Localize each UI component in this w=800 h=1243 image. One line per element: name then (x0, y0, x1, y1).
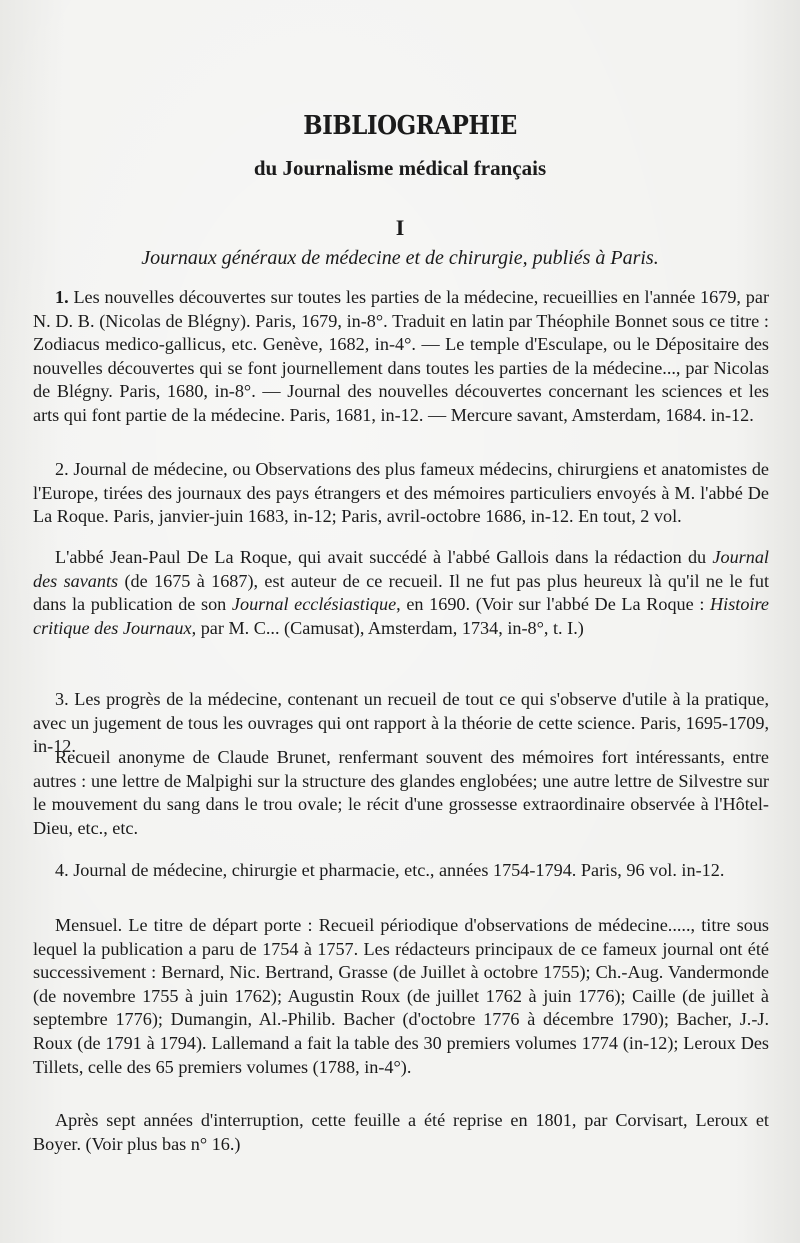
note-text: Après sept années d'interruption, cette feuille a été reprise en 1801, par Corvisart, Leroux et Boyer. (Voir plus bas n° 16.) (33, 1110, 769, 1154)
page-subtitle: du Journalisme médical français (253, 156, 547, 180)
note-text: Recueil anonyme de Claude Brunet, renfermant souvent des mémoires fort intéressants, entre autres : une lettre de Malpighi sur la structure des glandes englobées; une autre lettre de Silvestre sur le mouvement du sang dans le trou ovale; le récit d'une grossesse extraordinaire observée à l'Hôtel-Dieu, etc., etc. (33, 747, 769, 838)
note-entry-4-continued (33, 1109, 769, 1156)
note-text: (de 1675 à 1687), est auteur de ce recueil. Il ne fut pas plus heureux là qu'il ne le fut dans la publication de son (33, 570, 770, 615)
note-entry-3 (33, 746, 769, 840)
journal-title-italic: Journal des savants (33, 547, 769, 591)
note-text: Mensuel. Le titre de départ porte : Recueil périodique d'observations de médecine....., titre sous lequel la publication a paru de 1754 à 1757. Les rédacteurs principaux de ce fameux journal ont été successivement : Bernard, Nic. Bertrand, Grasse (de Juillet à octobre 1755); Ch.-Aug. Vandermonde (de novembre 1755 à juin 1762); Augustin Roux (de juillet 1762 à juin 1776); Caille (de juillet à septembre 1776); Dumangin, Al.-Philib. Bacher (d'octobre 1776 à décembre 1790); Bacher, J.-J. Roux (de 1791 à 1794). Lallemand a fait la table des 30 premiers volumes 1774 (in-12); Leroux Des Tillets, celle des 65 premiers volumes (1788, in-4°). (33, 915, 769, 1077)
entry-number: 1. (55, 287, 69, 307)
note-text: L'abbé Jean-Paul De La Roque, qui avait succédé à l'abbé Gallois dans la rédaction du (55, 547, 713, 567)
entry-number: 4. (55, 860, 69, 880)
entry-2 (33, 458, 769, 529)
entry-text: Journal de médecine, ou Observations des plus fameux médecins, chirurgiens et anatomistes de l'Europe, tirées des journaux des pays étrangers et des mémoires particuliers envoyés à M. l'abbé De La Roque. Paris, janvier-juin 1683, in-12; Paris, avril-octobre 1686, in-12. En tout, 2 vol. (33, 459, 769, 527)
entry-4 (33, 859, 769, 883)
entry-text: Les nouvelles découvertes sur toutes les parties de la médecine, recueillies en l'année 1679, par N. D. B. (Nicolas de Blégny). Paris, 1679, in-8°. Traduit en latin par Théophile Bonnet sous ce titre : Zodiacus medico-gallicus, etc. Genève, 1682, in-4°. — Le temple d'Esculape, ou le Dépositaire des nouvelles découvertes qui se font journellement dans toutes les parties de la médecine..., par Nicolas de Blégny. Paris, 1680, in-8°. — Journal des nouvelles découvertes concernant les sciences et les arts qui font partie de la médecine. Paris, 1681, in-12. — Mercure savant, Amsterdam, 1684. in-12. (33, 287, 769, 425)
journal-title-italic: Journal ecclésiastique (231, 594, 397, 615)
entry-number: 3. (55, 689, 69, 709)
note-text: , par M. C... (Camusat), Amsterdam, 1734, in-8°, t. I.) (191, 617, 584, 638)
note-entry-2 (33, 546, 769, 640)
entry-text: Journal de médecine, chirurgie et pharmacie, etc., années 1754-1794. Paris, 96 vol. in-12. (73, 860, 725, 880)
section-heading: Journaux généraux de médecine et de chirurgie, publiés à Paris. (141, 247, 659, 269)
entry-1 (33, 286, 769, 428)
page-title: BIBLIOGRAPHIE (303, 111, 517, 141)
note-text: , en 1690. (Voir sur l'abbé De La Roque : (396, 594, 711, 615)
book-title-italic: Histoire critique des Journaux (33, 594, 769, 638)
section-number: I (395, 215, 405, 240)
entry-number: 2. (55, 459, 69, 479)
entry-text: Les progrès de la médecine, contenant un recueil de tout ce qui s'observe d'utile à la pratique, avec un jugement de tous les ouvrages qui ont rapport à la théorie de cette science. Paris, 1695-1709, in-12. (33, 689, 769, 757)
note-entry-4 (33, 914, 769, 1079)
